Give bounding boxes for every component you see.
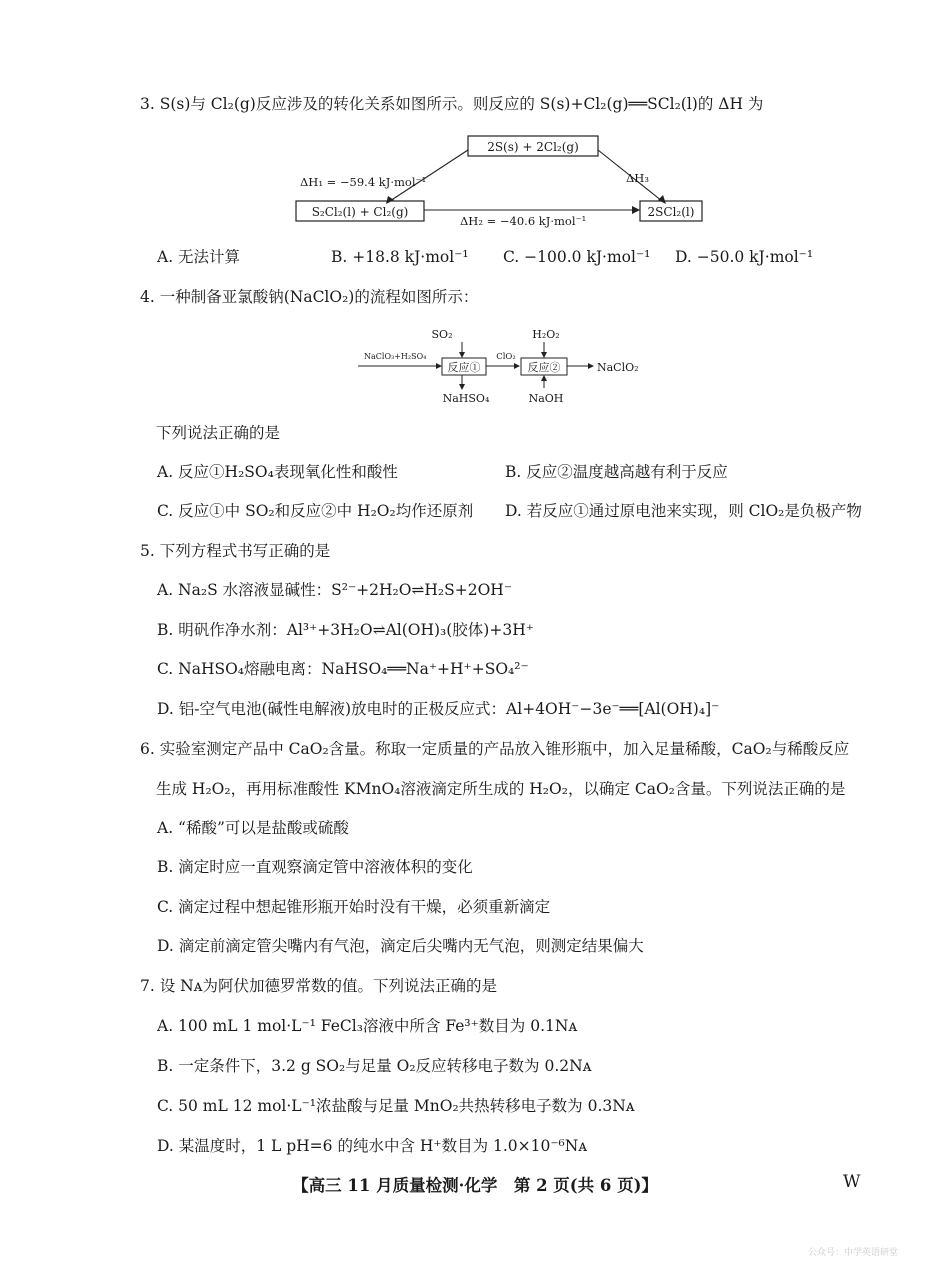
q4-input-arrowhead [436, 363, 442, 369]
q3-left-box [296, 201, 424, 221]
q3-option-d[interactable]: D. −50.0 kJ·mol⁻¹ [675, 248, 814, 266]
q4-flow-diagram [356, 322, 656, 408]
q3-arrowhead-dh2 [632, 206, 640, 214]
q4-option-a[interactable]: A. 反应①H₂SO₄表现氧化性和酸性 [157, 463, 398, 481]
q3-arrowhead-dh1 [386, 196, 394, 204]
q4-stem: 4. 一种制备亚氯酸钠(NaClO₂)的流程如图所示： [140, 288, 479, 306]
q4-prompt: 下列说法正确的是 [156, 424, 281, 442]
q3-top-box [468, 136, 598, 156]
q6-stem-line1: 6. 实验室测定产品中 CaO₂含量。称取一定质量的产品放入锥形瓶中，加入足量稀酸，CaO₂与稀酸反应 [140, 740, 850, 758]
q4-so2-arrowhead [459, 352, 465, 358]
q7-option-a[interactable]: A. 100 mL 1 mol·L⁻¹ FeCl₃溶液中所含 Fe³⁺数目为 0.1Nᴀ [157, 1017, 578, 1035]
q3-dh3-label: ΔH₃ [626, 171, 649, 185]
q4-product-label: NaClO₂ [597, 361, 639, 374]
q3-option-a[interactable]: A. 无法计算 [157, 248, 241, 266]
q4-naoh-arrowhead [541, 375, 547, 381]
q5-option-b[interactable]: B. 明矾作净水剂：Al³⁺+3H₂O⇌Al(OH)₃(胶体)+3H⁺ [157, 621, 534, 639]
q4-option-d[interactable]: D. 若反应①通过原电池来实现，则 ClO₂是负极产物 [505, 502, 862, 520]
q6-option-b[interactable]: B. 滴定时应一直观察滴定管中溶液体积的变化 [157, 858, 473, 876]
q6-option-a[interactable]: A. “稀酸”可以是盐酸或硫酸 [157, 819, 349, 837]
watermark: 公众号：中学英语研堂 [808, 1248, 899, 1258]
q4-option-c[interactable]: C. 反应①中 SO₂和反应②中 H₂O₂均作还原剂 [157, 502, 474, 520]
q3-top-box-label: 2S(s) + 2Cl₂(g) [487, 140, 579, 154]
q6-stem-line2: 生成 H₂O₂，再用标准酸性 KMnO₄溶液滴定所生成的 H₂O₂，以确定 CaO₂含量。下列说法正确的是 [156, 780, 846, 798]
q5-stem: 5. 下列方程式书写正确的是 [140, 542, 331, 560]
q4-nahso4-label: NaHSO₄ [442, 392, 490, 405]
q6-option-c[interactable]: C. 滴定过程中想起锥形瓶开始时没有干燥，必须重新滴定 [157, 898, 551, 916]
q5-option-c[interactable]: C. NaHSO₄熔融电离：NaHSO₄══Na⁺+H⁺+SO₄²⁻ [157, 660, 529, 678]
q4-product-arrowhead [588, 363, 594, 369]
q7-option-d[interactable]: D. 某温度时，1 L pH=6 的纯水中含 H⁺数目为 1.0×10⁻⁶Nᴀ [157, 1137, 588, 1155]
q7-option-b[interactable]: B. 一定条件下，3.2 g SO₂与足量 O₂反应转移电子数为 0.2Nᴀ [157, 1057, 592, 1075]
q4-reactor1-label: 反应① [447, 361, 481, 374]
page-footer: 【高三 11 月质量检测·化学 第 2 页(共 6 页)】 [292, 1176, 658, 1195]
q7-option-c[interactable]: C. 50 mL 12 mol·L⁻¹浓盐酸与足量 MnO₂共热转移电子数为 0.3Nᴀ [157, 1097, 635, 1115]
footer-mark: W [843, 1172, 861, 1192]
q3-dh2-label: ΔH₂ = −40.6 kJ·mol⁻¹ [460, 214, 587, 228]
q4-reactor2-label: 反应② [527, 361, 561, 374]
q4-nahso4-arrowhead [459, 384, 465, 390]
q4-clo2-arrowhead [514, 363, 520, 369]
q4-option-b[interactable]: B. 反应②温度越高越有利于反应 [505, 463, 728, 481]
q4-h2o2-arrowhead [541, 352, 547, 358]
q6-option-d[interactable]: D. 滴定前滴定管尖嘴内有气泡，滴定后尖嘴内无气泡，则测定结果偏大 [157, 937, 644, 955]
q4-naoh-label: NaOH [528, 392, 564, 405]
q5-option-d[interactable]: D. 铝-空气电池(碱性电解液)放电时的正极反应式：Al+4OH⁻−3e⁻══[Al(OH)₄]⁻ [157, 700, 720, 718]
q4-h2o2-label: H₂O₂ [532, 328, 560, 341]
q7-stem: 7. 设 Nᴀ为阿伏加德罗常数的值。下列说法正确的是 [140, 977, 497, 995]
q4-input-label: NaClO₃+H₂SO₄ [364, 352, 427, 361]
q3-dh1-label: ΔH₁ = −59.4 kJ·mol⁻¹ [300, 175, 427, 189]
q3-arrowhead-dh3 [658, 195, 666, 204]
q3-left-box-label: S₂Cl₂(l) + Cl₂(g) [311, 205, 409, 219]
q4-so2-label: SO₂ [431, 328, 453, 341]
q3-option-c[interactable]: C. −100.0 kJ·mol⁻¹ [503, 248, 651, 266]
q3-enthalpy-diagram [290, 130, 710, 230]
q3-option-b[interactable]: B. +18.8 kJ·mol⁻¹ [331, 248, 469, 266]
q5-option-a[interactable]: A. Na₂S 水溶液显碱性：S²⁻+2H₂O⇌H₂S+2OH⁻ [157, 581, 513, 599]
q3-right-box-label: 2SCl₂(l) [647, 205, 695, 219]
q4-clo2-label: ClO₂ [496, 352, 516, 362]
q3-stem: 3. S(s)与 Cl₂(g)反应涉及的转化关系如图所示。则反应的 S(s)+Cl₂(g)══SCl₂(l)的 ΔH 为 [140, 95, 764, 113]
q3-options [157, 247, 837, 267]
q3-right-box [640, 201, 702, 221]
